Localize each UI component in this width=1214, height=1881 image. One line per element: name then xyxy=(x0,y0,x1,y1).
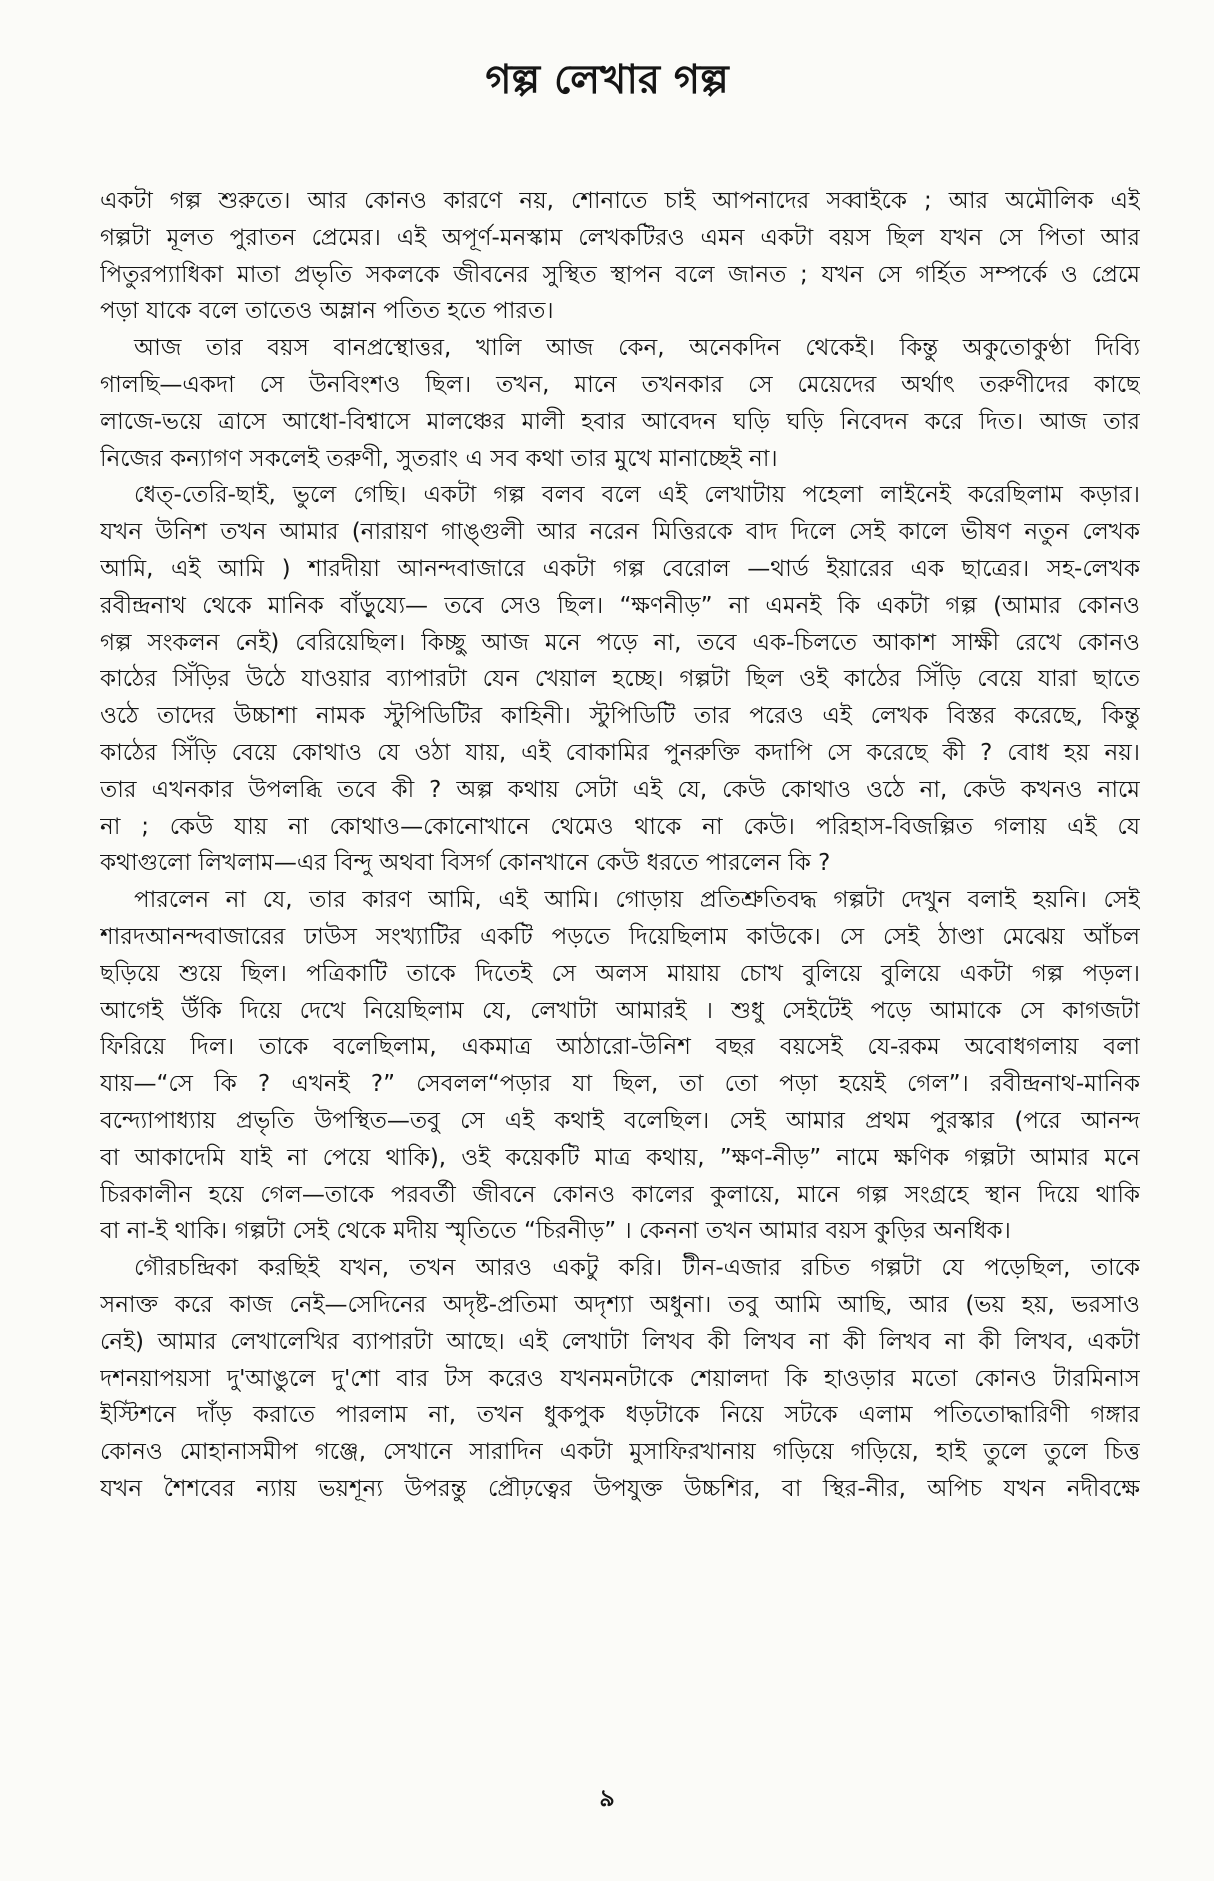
text-line: আমি, এই আমি ) শারদীয়া আনন্দবাজারে একটা গল্প বেরোল —থার্ড ইয়ারের এক ছাত্রের। সহ-লেখক xyxy=(100,555,1140,582)
text-line: যখন শৈশবের ন্যায় ভয়শূন্য উপরন্তু প্রৌঢ়ত্বের উপযুক্ত উচ্চশির, বা স্থির-নীর, অপিচ যখন নদীবক্ষে xyxy=(100,1475,1140,1502)
text-line: ধেত্‌-তেরি-ছাই, ভুলে গেছি। একটা গল্প বলব বলে এই লেখাটায় পহেলা লাইনেই করেছিলাম কড়ার। xyxy=(134,482,1140,509)
text-line: দশনয়াপয়সা দু'আঙুলে দু'শো বার টস করেও যখনমনটাকে শেয়ালদা কি হাওড়ার মতো কোনও টারমিনাস xyxy=(100,1365,1140,1392)
document-body xyxy=(100,183,1140,1508)
text-line: কাঠের সিঁড়ি বেয়ে কোথাও যে ওঠা যায়, এই বোকামির পুনরুক্তি কদাপি সে করেছে কী ? বোধ হয় নয়। xyxy=(100,739,1140,766)
text-line: রবীন্দ্রনাথ থেকে মানিক বাঁড়ুয্যে— তবে সেও ছিল। “ক্ষণনীড়” না এমনই কি একটা গল্প (আমার কোনও xyxy=(100,592,1140,619)
text-line: গৌরচন্দ্রিকা করছিই যখন, তখন আরও একটু করি। টীন-এজার রচিত গল্পটা যে পড়েছিল, তাকে xyxy=(134,1255,1140,1282)
text-line: কোনও মোহানাসমীপ গঞ্জে, সেখানে সারাদিন একটা মুসাফিরখানায় গড়িয়ে গড়িয়ে, হাই তুলে তুলে চিত্ত xyxy=(100,1439,1140,1466)
text-line: তার এখনকার উপলব্ধি তবে কী ? অল্প কথায় সেটা এই যে, কেউ কোথাও ওঠে না, কেউ কখনও নামে xyxy=(100,776,1140,803)
text-line: চিরকালীন হয়ে গেল—তাকে পরবর্তী জীবনে কোনও কালের কুলায়ে, মানে গল্প সংগ্রহে স্থান দিয়ে থাকি xyxy=(100,1181,1140,1208)
text-line: যখন উনিশ তখন আমার (নারায়ণ গাঙ্গুলী আর নরেন মিত্তিরকে বাদ দিলে সেই কালে ভীষণ নতুন লেখক xyxy=(100,519,1140,546)
text-line: পিতুরপ্যাধিকা মাতা প্রভৃতি সকলকে জীবনের সুস্থিত স্থাপন বলে জানত ; যখন সে গর্হিত সম্পর্কে ও প্রেমে xyxy=(100,261,1140,288)
text-line: বন্দ্যোপাধ্যায় প্রভৃতি উপস্থিত—তবু সে এই কথাই বলেছিল। সেই আমার প্রথম পুরস্কার (পরে আনন্দ xyxy=(100,1107,1140,1134)
text-line: লাজে-ভয়ে ত্রাসে আধো-বিশ্বাসে মালঞ্চের মালী হবার আবেদন ঘড়ি ঘড়ি নিবেদন করে দিত। আজ তার xyxy=(100,408,1140,435)
text-line: না ; কেউ যায় না কোথাও—কোনোখানে থেমেও থাকে না কেউ। পরিহাস-বিজল্পিত গলায় এই যে xyxy=(100,813,1140,840)
text-line: সনাক্ত করে কাজ নেই—সেদিনের অদৃষ্ট-প্রতিমা অদৃশ্যা অধুনা। তবু আমি আছি, আর (ভয় হয়, ভরসাও xyxy=(100,1291,1140,1318)
text-line: বা না-ই থাকি। গল্পটা সেই থেকে মদীয় স্মৃতিতে “চিরনীড়” । কেননা তখন আমার বয়স কুড়ির অনধিক। xyxy=(100,1218,1011,1245)
text-line: নিজের কন্যাগণ সকলেই তরুণী, সুতরাং এ সব কথা তার মুখে মানাচ্ছেই না। xyxy=(100,445,778,472)
paragraph xyxy=(100,477,1140,882)
text-line: গল্পটা মূলত পুরাতন প্রেমের। এই অপূর্ণ-মনস্কাম লেখকটিরও এমন একটা বয়স ছিল যখন সে পিতা আর xyxy=(100,224,1140,251)
text-line: একটা গল্প শুরুতে। আর কোনও কারণে নয়, শোনাতে চাই আপনাদের সব্বাইকে ; আর অমৌলিক এই xyxy=(100,188,1140,214)
text-line: পারলেন না যে, তার কারণ আমি, এই আমি। গোড়ায় প্রতিশ্রুতিবদ্ধ গল্পটা দেখুন বলাই হয়নি। সেই xyxy=(134,887,1140,914)
text-line: গল্প সংকলন নেই) বেরিয়েছিল। কিচ্ছু আজ মনে পড়ে না, তবে এক-চিলতে আকাশ সাক্ষী রেখে কোনও xyxy=(100,629,1140,656)
paragraph xyxy=(100,330,1140,477)
text-line: শারদআনন্দবাজারের ঢাউস সংখ্যাটির একটি পড়তে দিয়েছিলাম কাউকে। সে সেই ঠাণ্ডা মেঝেয় আঁচল xyxy=(100,923,1140,950)
paragraph xyxy=(100,183,1140,330)
text-line: আজ তার বয়স বানপ্রস্থোত্তর, খালি আজ কেন, অনেকদিন থেকেই। কিন্তু অকুতোকুণ্ঠা দিব্যি xyxy=(134,335,1140,362)
text-line: পড়া যাকে বলে তাতেও অম্লান পতিত হতে পারত। xyxy=(100,298,554,325)
text-line: ফিরিয়ে দিল। তাকে বলেছিলাম, একমাত্র আঠারো-উনিশ বছর বয়সেই যে-রকম অবোধগলায় বলা xyxy=(100,1034,1140,1061)
text-line: ওঠে তাদের উচ্চাশা নামক স্টুপিডিটির কাহিনী। স্টুপিডিটি তার পরেও এই লেখক বিস্তর করেছে, কিন্তু xyxy=(100,703,1140,730)
text-line: কথাগুলো লিখলাম—এর বিন্দু অথবা বিসর্গ কোনখানে কেউ ধরতে পারলেন কি ? xyxy=(100,850,831,877)
text-line: নেই) আমার লেখালেখির ব্যাপারটা আছে। এই লেখাটা লিখব কী লিখব না কী লিখব না কী লিখব, একটা xyxy=(100,1328,1140,1355)
text-line: ছড়িয়ে শুয়ে ছিল। পত্রিকাটি তাকে দিতেই সে অলস মায়ায় চোখ বুলিয়ে বুলিয়ে একটা গল্প পড়ল। xyxy=(100,960,1140,987)
text-line: আগেই উঁকি দিয়ে দেখে নিয়েছিলাম যে, লেখাটা আমারই । শুধু সেইটেই পড়ে আমাকে সে কাগজটা xyxy=(100,997,1140,1024)
text-line: গালছি—একদা সে উনবিংশও ছিল। তখন, মানে তখনকার সে মেয়েদের অর্থাৎ তরুণীদের কাছে xyxy=(100,371,1140,398)
page-number: ৯ xyxy=(599,1784,615,1812)
text-line: ইস্টিশনে দাঁড় করাতে পারলাম না, তখন ধুকপুক ধড়টাকে নিয়ে সটকে এলাম পতিতোদ্ধারিণী গঙ্গার xyxy=(100,1402,1140,1429)
paragraph xyxy=(100,882,1140,1250)
page-title: গল্প লেখার গল্প xyxy=(485,57,729,103)
text-line: কাঠের সিঁড়ির উঠে যাওয়ার ব্যাপারটা যেন খেয়াল হচ্ছে। গল্পটা ছিল ওই কাঠের সিঁড়ি বেয়ে যারা ছাতে xyxy=(100,666,1140,693)
text-line: যায়—“সে কি ? এখনই ?” সেবলল“পড়ার যা ছিল, তা তো পড়া হয়েই গেল”। রবীন্দ্রনাথ-মানিক xyxy=(100,1071,1140,1098)
text-line: বা আকাদেমি যাই না পেয়ে থাকি), ওই কয়েকটি মাত্র কথায়, ”ক্ষণ-নীড়” নামে ক্ষণিক গল্পটা আমার মনে xyxy=(100,1144,1140,1171)
paragraph xyxy=(100,1250,1140,1508)
